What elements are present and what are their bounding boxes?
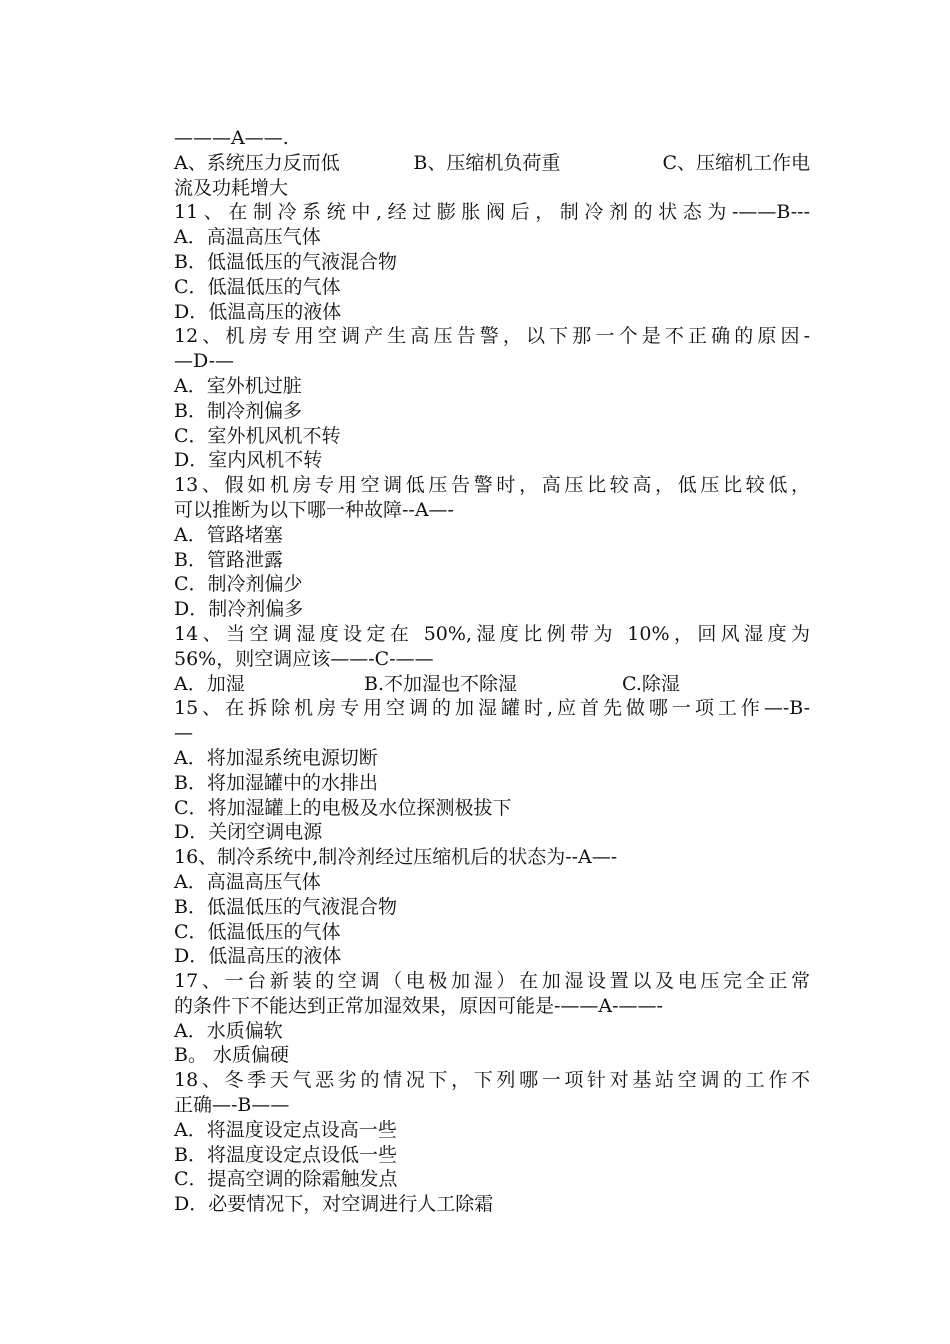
option-c: C．制冷剂偏少 [174, 573, 303, 596]
option-a: A．高温高压气体 [174, 226, 321, 249]
option-c: C．提高空调的除霜触发点 [174, 1168, 398, 1191]
text-line: 56%，则空调应该——-C-—— [174, 647, 434, 670]
option-a: A．管路堵塞 [174, 523, 283, 546]
option-c: C．低温低压的气体 [174, 275, 341, 298]
text-line: ———A——. [174, 127, 289, 149]
question-14: 14、当空调湿度设定在 50%,湿度比例带为 10%，回风湿度为 [174, 622, 810, 645]
option-a: A．将加湿系统电源切断 [174, 746, 378, 769]
text-line: 流及功耗增大 [174, 176, 289, 199]
option-b: B、压缩机负荷重 [413, 151, 561, 174]
option-d: D．制冷剂偏多 [174, 598, 304, 621]
question-12: 12、机房专用空调产生高压告警，以下那一个是不正确的原因- [174, 325, 810, 348]
option-d: D．低温高压的液体 [174, 945, 342, 968]
text-line: 可以推断为以下哪一种故障--A—- [174, 498, 454, 521]
question-17: 17、一台新装的空调（电极加湿）在加湿设置以及电压完全正常 [174, 970, 810, 993]
text-line: — [174, 722, 193, 745]
question-18: 18、冬季天气恶劣的情况下，下列哪一项针对基站空调的工作不 [174, 1069, 810, 1092]
option-a: A．高温高压气体 [174, 870, 321, 893]
option-b: B．低温低压的气液混合物 [174, 250, 397, 273]
text-line: —D-— [174, 350, 235, 373]
option-c: C.除湿 [622, 672, 680, 695]
text-line: 的条件下不能达到正常加湿效果，原因可能是-——A-——- [174, 994, 663, 1017]
option-a: A．水质偏软 [174, 1019, 283, 1042]
question-13: 13、假如机房专用空调低压告警时，高压比较高，低压比较低， [174, 474, 810, 497]
option-d: D．关闭空调电源 [174, 821, 323, 844]
option-c: C、压缩机工作电 [662, 151, 810, 174]
option-d: D．必要情况下，对空调进行人工除霜 [174, 1193, 494, 1216]
option-b: B．将温度设定点设低一些 [174, 1143, 397, 1166]
options-row [174, 672, 810, 697]
question-11: 11、在制冷系统中,经过膨胀阀后，制冷剂的状态为-——B--- [174, 201, 810, 224]
text-line: 正确—-B—— [174, 1094, 290, 1117]
option-d: D．低温高压的液体 [174, 300, 342, 323]
option-c: C．低温低压的气体 [174, 920, 341, 943]
option-b: B.不加湿也不除湿 [364, 672, 518, 695]
option-a: A、系统压力反而低 [174, 151, 340, 174]
option-a: A．将温度设定点设高一些 [174, 1118, 397, 1141]
option-b: B。 水质偏硬 [174, 1044, 290, 1067]
option-d: D．室内风机不转 [174, 449, 323, 472]
option-c: C．将加湿罐上的电极及水位探测极拔下 [174, 796, 512, 819]
option-b: B．将加湿罐中的水排出 [174, 771, 378, 794]
option-b: B．管路泄露 [174, 548, 283, 571]
option-c: C．室外机风机不转 [174, 424, 341, 447]
options-row [174, 151, 810, 176]
question-15: 15、在拆除机房专用空调的加湿罐时,应首先做哪一项工作—-B- [174, 697, 810, 720]
option-a: A．室外机过脏 [174, 374, 302, 397]
option-b: B．制冷剂偏多 [174, 399, 302, 422]
option-b: B．低温低压的气液混合物 [174, 895, 397, 918]
option-a: A．加湿 [174, 672, 245, 695]
question-16: 16、制冷系统中,制冷剂经过压缩机后的状态为--A—- [174, 846, 618, 869]
document-text [174, 126, 810, 1217]
